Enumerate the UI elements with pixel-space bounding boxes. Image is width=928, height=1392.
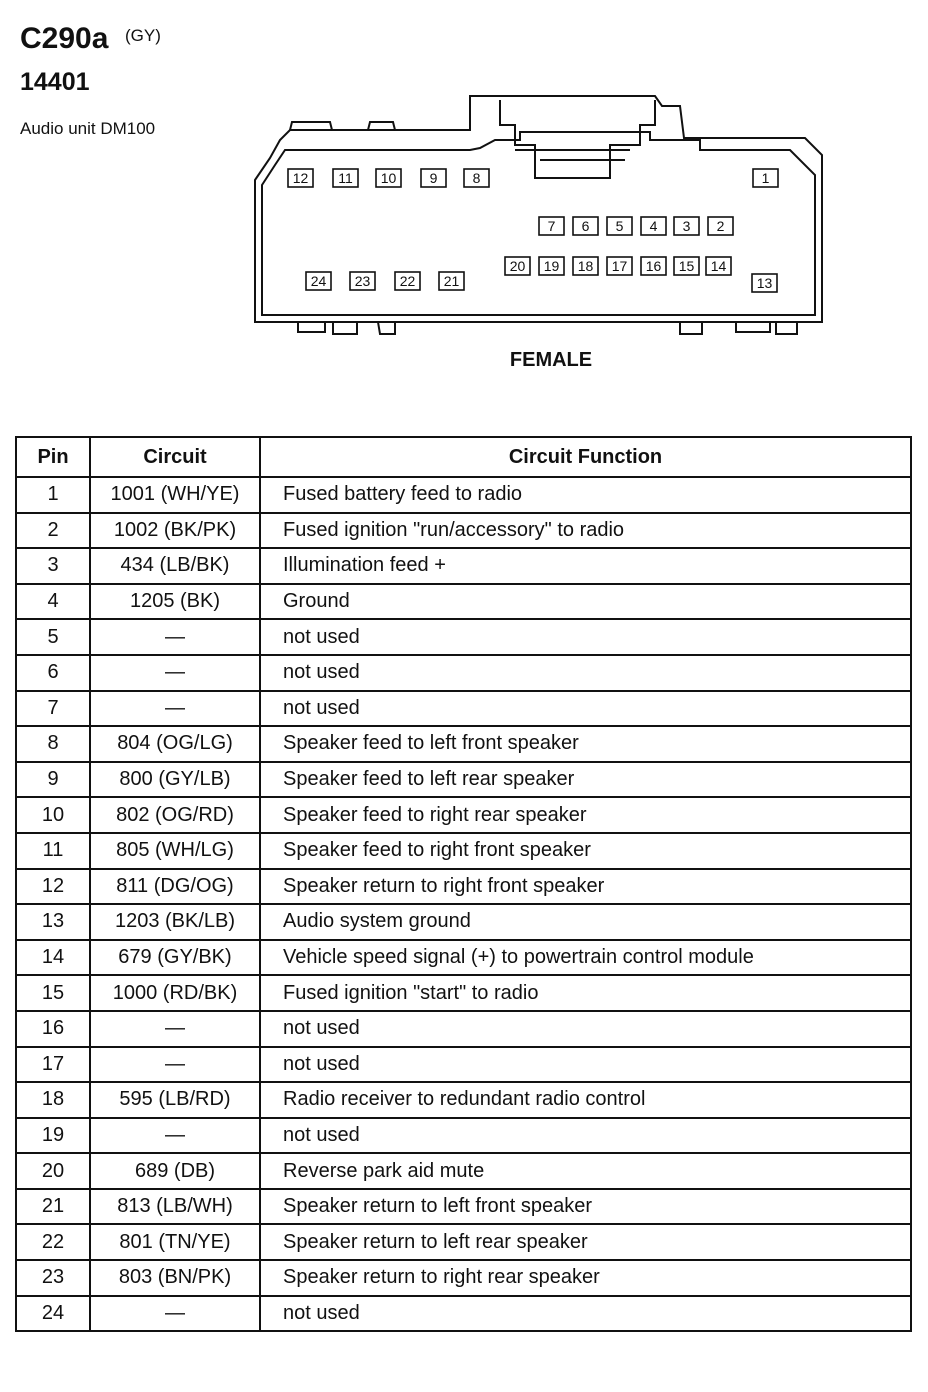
pin-table [15,436,912,1332]
function-cell: not used [260,655,911,691]
circuit-cell: — [90,619,260,655]
pin-number-label: 4 [649,218,658,234]
pin-cell: 16 [16,1011,90,1047]
part-number: 14401 [20,68,90,96]
pin-number-label: 9 [429,170,438,186]
table-row [16,477,911,513]
table-row [16,726,911,762]
pin-cell: 9 [16,762,90,798]
pin-number-label: 24 [310,273,327,289]
pin-cell: 18 [16,1082,90,1118]
function-cell: Speaker return to right rear speaker [260,1260,911,1296]
header-pin: Pin [16,437,90,477]
pin-number-label: 23 [354,273,371,289]
pin-number-label: 14 [710,258,727,274]
circuit-cell: — [90,1047,260,1083]
pin-cell: 14 [16,940,90,976]
circuit-cell: — [90,655,260,691]
function-cell: Illumination feed + [260,548,911,584]
circuit-cell: 800 (GY/LB) [90,762,260,798]
function-cell: Radio receiver to redundant radio control [260,1082,911,1118]
pin-number-label: 19 [543,258,560,274]
function-cell: Speaker return to left rear speaker [260,1224,911,1260]
circuit-cell: 595 (LB/RD) [90,1082,260,1118]
connector-diagram [0,0,928,400]
circuit-cell: — [90,1296,260,1332]
pin-cell: 17 [16,1047,90,1083]
table-row [16,619,911,655]
function-cell: Speaker feed to left rear speaker [260,762,911,798]
connector-latch [500,100,655,178]
function-cell: Fused ignition "start" to radio [260,975,911,1011]
table-row [16,1011,911,1047]
table-row [16,1296,911,1332]
connector-id: C290a [20,22,109,55]
circuit-cell: 802 (OG/RD) [90,797,260,833]
table-row [16,548,911,584]
table-row [16,975,911,1011]
table-row [16,1260,911,1296]
pin-cell: 23 [16,1260,90,1296]
table-row [16,1189,911,1225]
pin-number-label: 18 [577,258,594,274]
function-cell: Reverse park aid mute [260,1153,911,1189]
pin-cell: 22 [16,1224,90,1260]
circuit-cell: 805 (WH/LG) [90,833,260,869]
function-cell: Ground [260,584,911,620]
pin-cell: 2 [16,513,90,549]
circuit-cell: 811 (DG/OG) [90,869,260,905]
pin-cell: 15 [16,975,90,1011]
function-cell: not used [260,1296,911,1332]
pin-cell: 1 [16,477,90,513]
pin-number-label: 11 [338,170,353,186]
pin-cell: 7 [16,691,90,727]
function-cell: not used [260,1118,911,1154]
circuit-cell: 813 (LB/WH) [90,1189,260,1225]
circuit-cell: 1000 (RD/BK) [90,975,260,1011]
table-row [16,833,911,869]
table-row [16,584,911,620]
table-row [16,1118,911,1154]
pin-cell: 8 [16,726,90,762]
function-cell: Speaker feed to right rear speaker [260,797,911,833]
function-cell: Fused ignition "run/accessory" to radio [260,513,911,549]
function-cell: not used [260,1011,911,1047]
pin-cell: 19 [16,1118,90,1154]
function-cell: not used [260,1047,911,1083]
table-row [16,513,911,549]
pin-number-label: 3 [682,218,691,234]
function-cell: Fused battery feed to radio [260,477,911,513]
header-circuit: Circuit [90,437,260,477]
pin-cell: 5 [16,619,90,655]
pin-number-label: 10 [380,170,397,186]
pin-number-label: 1 [761,170,770,186]
circuit-cell: 801 (TN/YE) [90,1224,260,1260]
function-cell: Speaker feed to right front speaker [260,833,911,869]
function-cell: Audio system ground [260,904,911,940]
table-row [16,655,911,691]
pin-cell: 4 [16,584,90,620]
pin-cell: 12 [16,869,90,905]
table-row [16,762,911,798]
connector-description: Audio unit DM100 [20,119,156,138]
circuit-cell: — [90,1011,260,1047]
pin-number-label: 20 [509,258,526,274]
table-row [16,1224,911,1260]
pin-cell: 10 [16,797,90,833]
table-row [16,797,911,833]
color-code: (GY) [125,26,161,45]
header-function: Circuit Function [260,437,911,477]
pin-cell: 3 [16,548,90,584]
pin-number-label: 16 [645,258,662,274]
table-header-row [16,437,911,477]
circuit-cell: — [90,1118,260,1154]
pin-number-label: 8 [472,170,481,186]
pin-number-label: 17 [611,258,628,274]
pin-number-label: 13 [756,275,773,291]
pin-number-label: 12 [292,170,309,186]
table-row [16,691,911,727]
connector-housing-outer [255,96,822,322]
circuit-cell: 803 (BN/PK) [90,1260,260,1296]
circuit-cell: 804 (OG/LG) [90,726,260,762]
circuit-cell: 689 (DB) [90,1153,260,1189]
table-row [16,1082,911,1118]
circuit-cell: 1002 (BK/PK) [90,513,260,549]
connector-gender-label: FEMALE [509,349,593,371]
pin-number-label: 2 [716,218,725,234]
circuit-cell: — [90,691,260,727]
function-cell: Speaker return to right front speaker [260,869,911,905]
function-cell: not used [260,691,911,727]
pin-number-label: 7 [547,218,556,234]
pin-cell: 21 [16,1189,90,1225]
circuit-cell: 1001 (WH/YE) [90,477,260,513]
table-row [16,904,911,940]
pin-number-label: 21 [443,273,460,289]
pin-cell: 13 [16,904,90,940]
table-row [16,1047,911,1083]
pin-number-label: 15 [678,258,695,274]
table-row [16,940,911,976]
circuit-cell: 434 (LB/BK) [90,548,260,584]
pin-cell: 20 [16,1153,90,1189]
pin-number-label: 22 [399,273,416,289]
function-cell: Speaker feed to left front speaker [260,726,911,762]
circuit-cell: 1203 (BK/LB) [90,904,260,940]
circuit-cell: 1205 (BK) [90,584,260,620]
pin-number-label: 6 [581,218,590,234]
pin-cell: 11 [16,833,90,869]
function-cell: Vehicle speed signal (+) to powertrain control module [260,940,911,976]
pin-cell: 6 [16,655,90,691]
table-row [16,1153,911,1189]
table-row [16,869,911,905]
pin-cell: 24 [16,1296,90,1332]
pin-number-label: 5 [615,218,624,234]
circuit-cell: 679 (GY/BK) [90,940,260,976]
function-cell: not used [260,619,911,655]
function-cell: Speaker return to left front speaker [260,1189,911,1225]
